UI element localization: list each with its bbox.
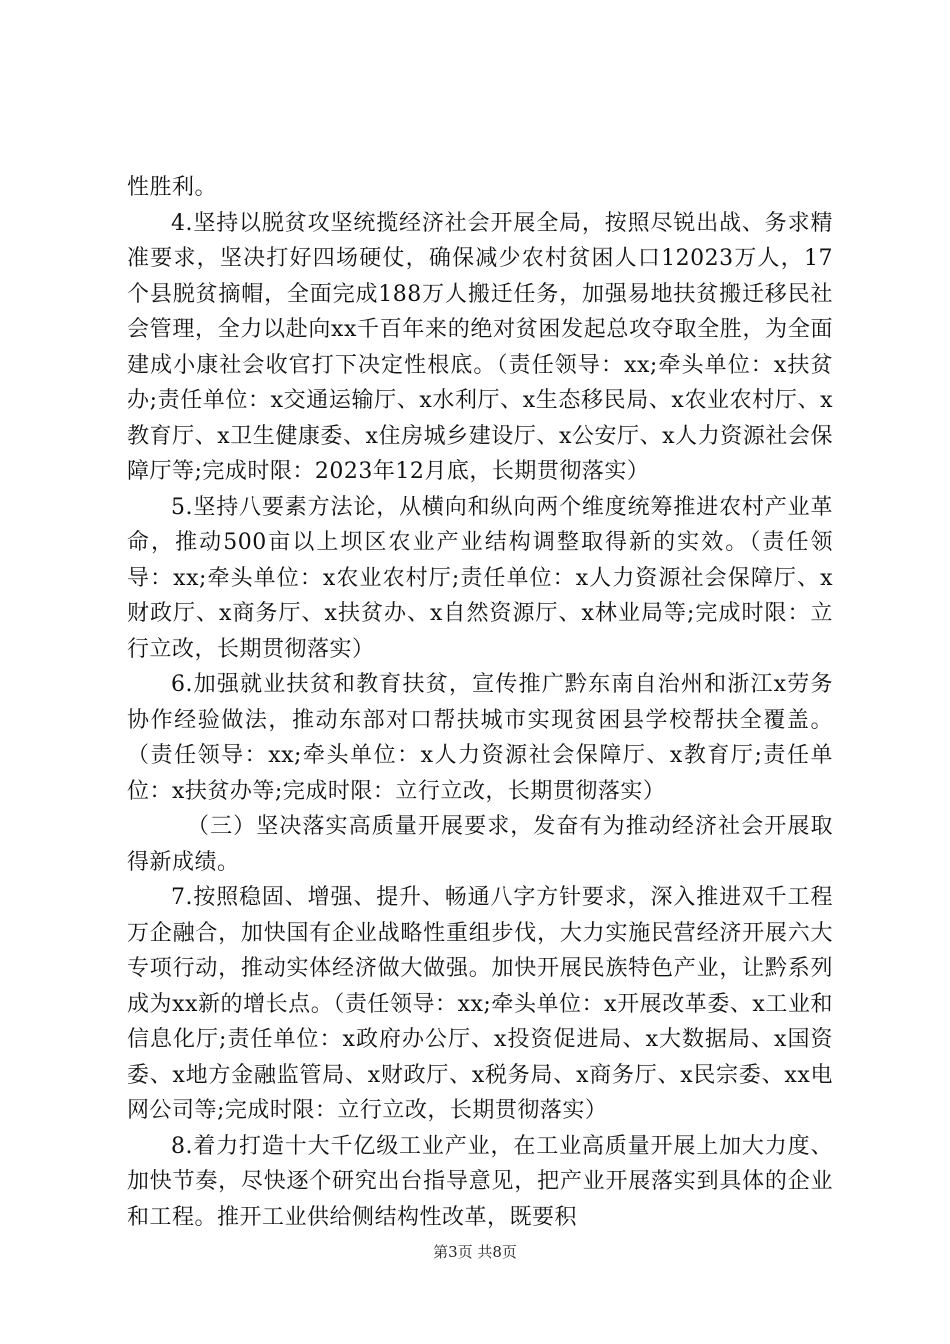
document-body (127, 170, 833, 1235)
paragraph-item-8: 8.着力打造十大千亿级工业产业，在工业高质量开展上加大力度、加快节奏，尽快逐个研究出台指导意见，把产业开展落实到具体的企业和工程。推开工业供给侧结构性改革，既要积 (127, 1133, 833, 1230)
paragraph-item-5: 5.坚持八要素方法论，从横向和纵向两个维度统筹推进农村产业革命，推动500亩以上坝区农业产业结构调整取得新的实效。（责任领导：xx;牵头单位：x农业农村厅;责任单位：x人力资源社会保障厅、x财政厅、x商务厅、x扶贫办、x自然资源厅、x林业局等;完成时限：立行立改，长期贯彻落实） (127, 494, 833, 662)
paragraph-item-6: 6.加强就业扶贫和教育扶贫，宣传推广黔东南自治州和浙江x劳务协作经验做法，推动东部对口帮扶城市实现贫困县学校帮扶全覆盖。（责任领导：xx;牵头单位：x人力资源社会保障厅、x教育厅;责任单位：x扶贫办等;完成时限：立行立改，长期贯彻落实） (127, 672, 833, 804)
page-number-label: 第3页 共8页 (433, 1243, 517, 1261)
paragraph-continuation: 性胜利。 (127, 175, 218, 200)
paragraph-item-7: 7.按照稳固、增强、提升、畅通八字方针要求，深入推进双千工程万企融合，加快国有企业战略性重组步伐，大力实施民营经济开展六大专项行动，推动实体经济做大做强。加快开展民族特色产业，让黔系列成为xx新的增长点。（责任领导：xx;牵头单位：x开展改革委、x工业和信息化厅;责任单位：x政府办公厅、x投资促进局、x大数据局、x国资委、x地方金融监管局、x财政厅、x税务局、x商务厅、x民宗委、xx电网公司等;完成时限：立行立改，长期贯彻落实） (127, 885, 833, 1123)
page-footer (0, 1241, 950, 1262)
paragraph-item-4: 4.坚持以脱贫攻坚统揽经济社会开展全局，按照尽锐出战、务求精准要求，坚决打好四场硬仗，确保减少农村贫困人口12023万人，17个县脱贫摘帽，全面完成188万人搬迁任务，加强易地扶贫搬迁移民社会管理，全力以赴向xx千百年来的绝对贫困发起总攻夺取全胜，为全面建成小康社会收官打下决定性根底。（责任领导：xx;牵头单位：x扶贫办;责任单位：x交通运输厅、x水利厅、x生态移民局、x农业农村厅、x教育厅、x卫生健康委、x住房城乡建设厅、x公安厅、x人力资源社会保障厅等;完成时限：2023年12月底，长期贯彻落实） (127, 210, 833, 484)
section-heading-3: （三）坚决落实高质量开展要求，发奋有为推动经济社会开展取得新成绩。 (127, 814, 833, 875)
